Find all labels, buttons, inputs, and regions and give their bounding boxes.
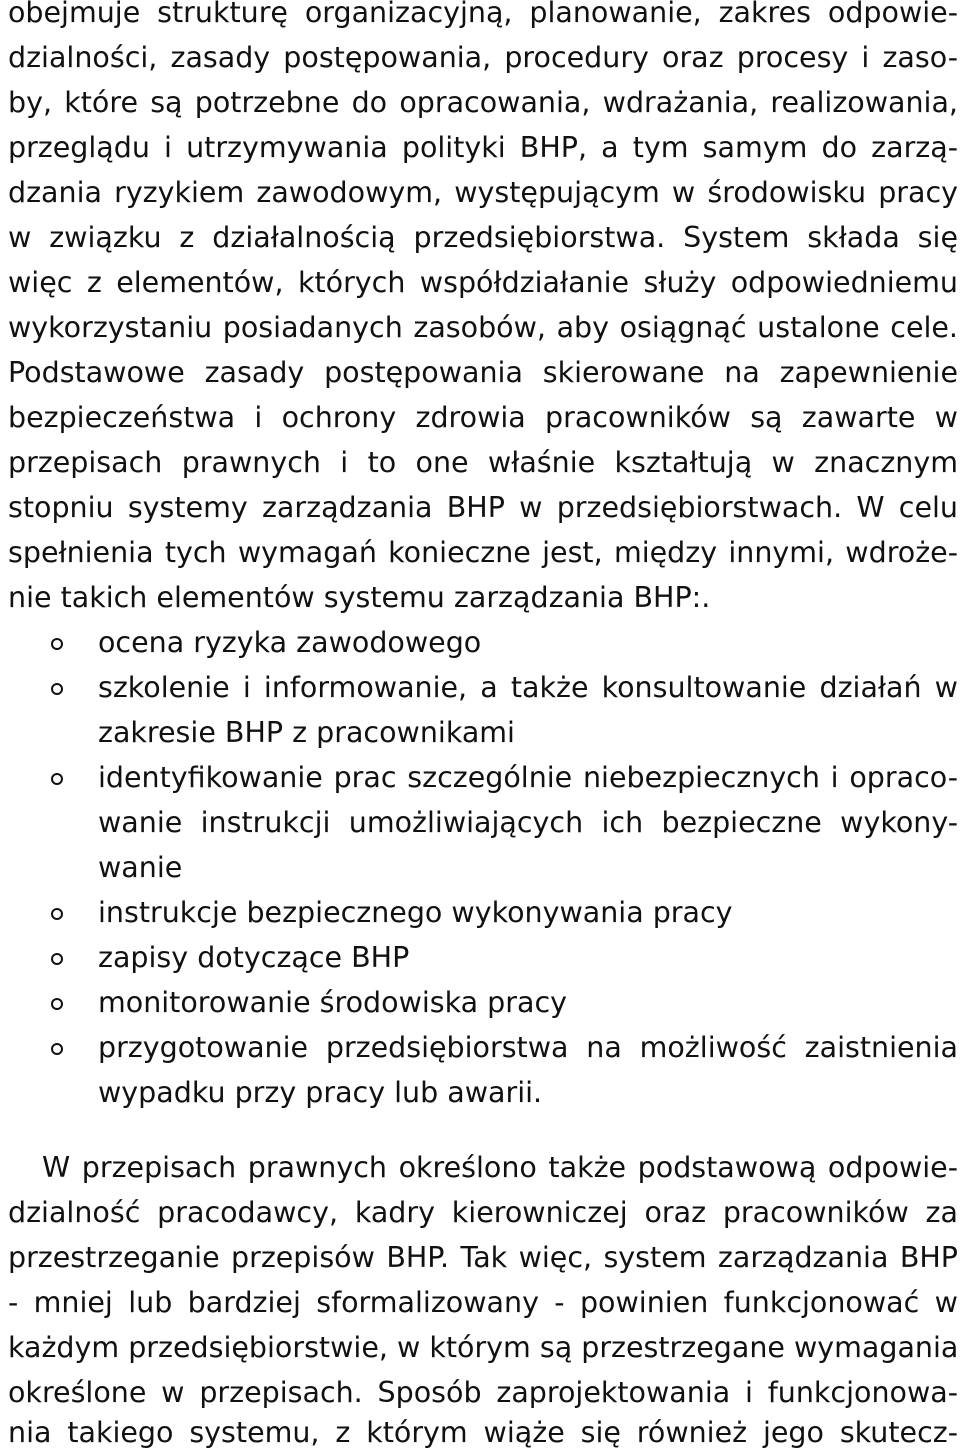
text-line: więc z elementów, których współdziałanie służy odpowiedniemu [8,266,958,299]
list-item-text: zapisy dotyczące BHP [98,941,410,974]
bullet-icon [51,1043,63,1055]
bullet-icon [51,953,63,965]
list-item-text: przygotowanie przedsiębiorstwa na możliwość zaistnienia [98,1031,958,1064]
list-item-text: wanie instrukcji umożliwiających ich bezpieczne wykony- [98,806,958,839]
bullet-icon [51,773,63,785]
list-item-text: szkolenie i informowanie, a także konsultowanie działań w [98,671,958,704]
text-line: wykorzystaniu posiadanych zasobów, aby osiągnąć ustalone cele. [8,311,958,344]
bullet-icon [51,908,63,920]
text-line: każdym przedsiębiorstwie, w którym są przestrzegane wymagania [8,1331,958,1364]
text-line: Podstawowe zasady postępowania skierowane na zapewnienie [8,356,958,389]
list-item-text: instrukcje bezpiecznego wykonywania pracy [98,896,733,929]
list-item-text: zakresie BHP z pracownikami [98,716,515,749]
list-item-text: monitorowanie środowiska pracy [98,986,567,1019]
bullet-icon [51,998,63,1010]
text-line: nia takiego systemu, z którym wiąże się również jego skutecz- [8,1416,958,1449]
list-item-text: wypadku przy pracy lub awarii. [98,1076,543,1109]
text-line: określone w przepisach. Sposób zaprojektowania i funkcjonowa- [8,1376,958,1409]
text-line: by, które są potrzebne do opracowania, wdrażania, realizowania, [8,86,958,119]
text-line: przestrzeganie przepisów BHP. Tak więc, system zarządzania BHP [8,1241,958,1274]
list-item-text: wanie [98,851,183,884]
text-line: w związku z działalnością przedsiębiorstwa. System składa się [8,221,958,254]
text-line: przepisach prawnych i to one właśnie kształtują w znacznym [8,446,958,479]
text-line: dzania ryzykiem zawodowym, występującym w środowisku pracy [8,176,958,209]
text-line: stopniu systemy zarządzania BHP w przedsiębiorstwach. W celu [8,491,958,524]
text-line: - mniej lub bardziej sformalizowany - powinien funkcjonować w [8,1286,958,1319]
text-line: W przepisach prawnych określono także podstawową odpowie- [42,1151,958,1184]
bullet-icon [51,683,63,695]
text-line: nie takich elementów systemu zarządzania BHP:. [8,581,711,614]
text-line: spełnienia tych wymagań konieczne jest, między innymi, wdroże- [8,536,958,569]
text-line: dzialność pracodawcy, kadry kierowniczej oraz pracowników za [8,1196,958,1229]
text-line: dzialności, zasady postępowania, procedury oraz procesy i zaso- [8,41,958,74]
text-line: przeglądu i utrzymywania polityki BHP, a tym samym do zarzą- [8,131,958,164]
list-item-text: identyfikowanie prac szczególnie niebezpiecznych i opraco- [98,761,958,794]
text-line: obejmuje strukturę organizacyjną, planowanie, zakres odpowie- [8,0,958,29]
bullet-icon [51,638,63,650]
list-item-text: ocena ryzyka zawodowego [98,626,482,659]
text-line: bezpieczeństwa i ochrony zdrowia pracowników są zawarte w [8,401,958,434]
